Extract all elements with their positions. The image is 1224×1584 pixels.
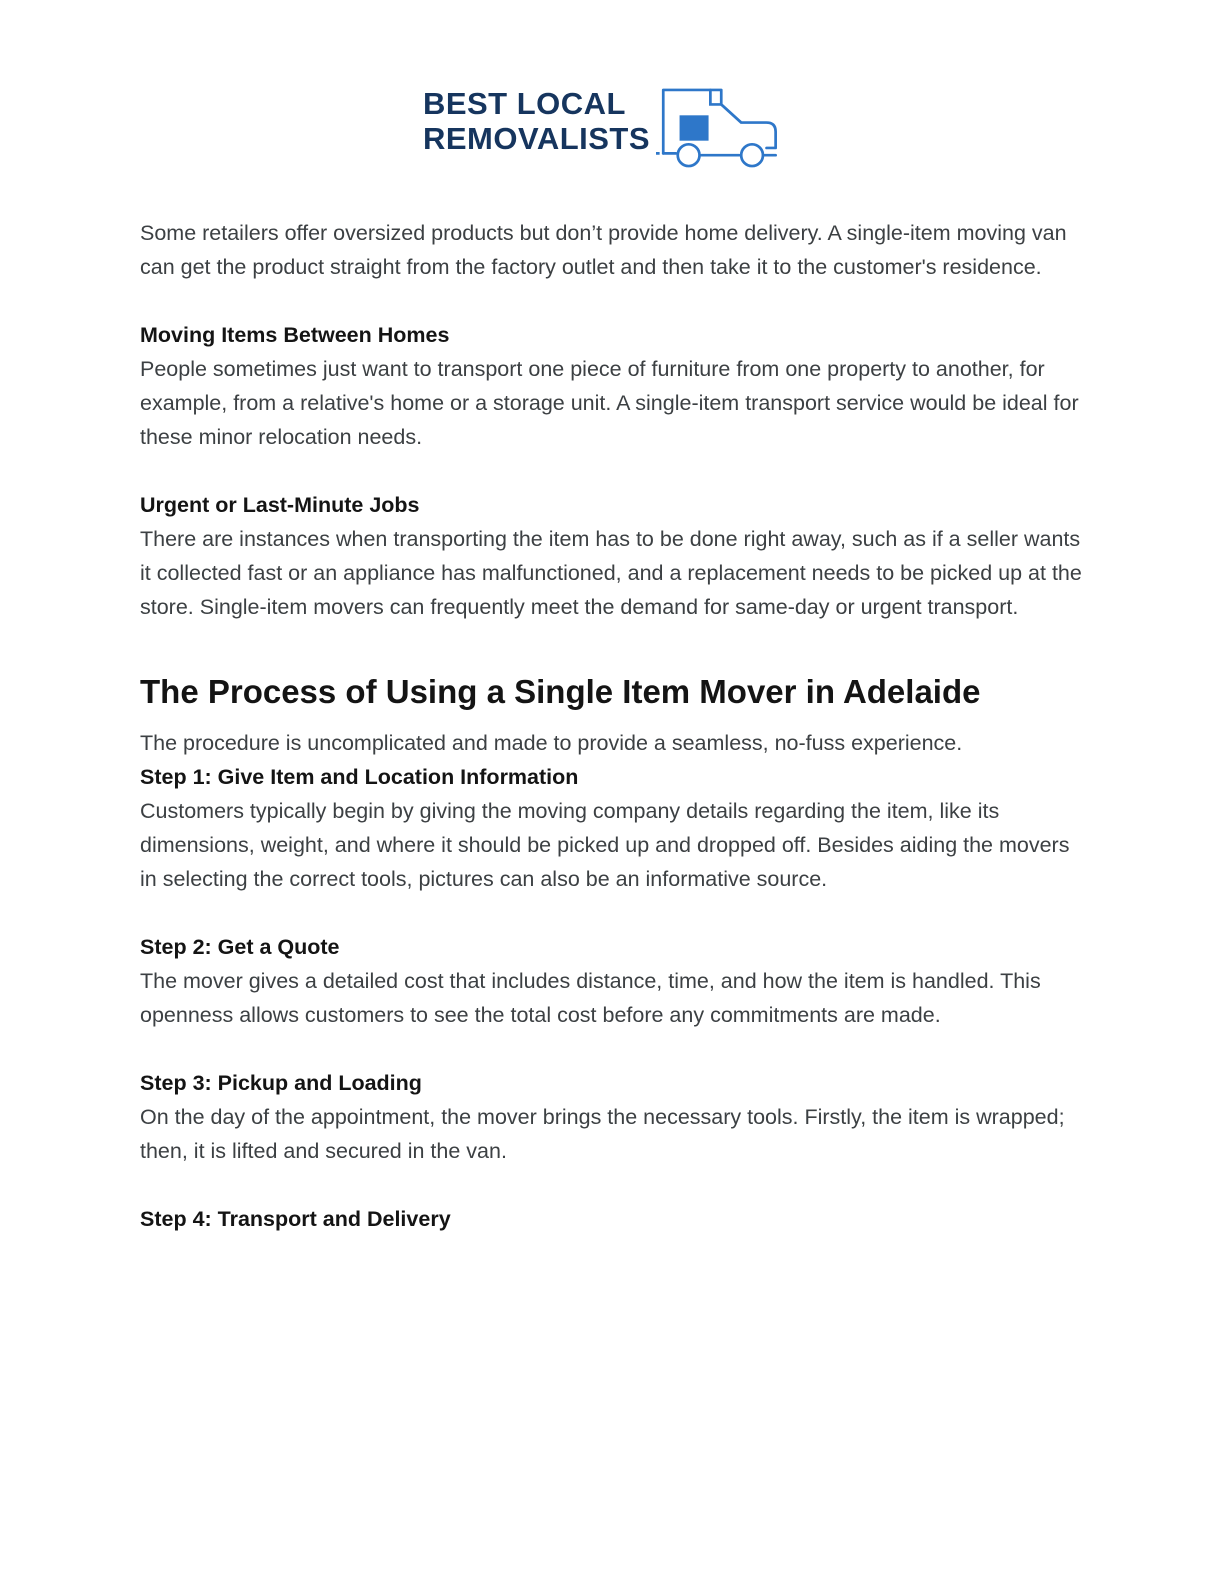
truck-icon — [656, 82, 801, 174]
step-4 — [140, 1202, 1084, 1236]
page-title: The Process of Using a Single Item Mover in Adelaide — [140, 673, 981, 710]
logo-text-line1: BEST LOCAL — [422, 86, 626, 121]
section-body: There are instances when transporting the item has to be done right away, such as if a seller wants it collected fast or an appliance has malfunctioned, and a replacement needs to be picked up at the store. Single-item movers can frequently meet the demand for same-day or urgent transport. — [140, 527, 1082, 619]
step-body: The mover gives a detailed cost that includes distance, time, and how the item is handled. This openness allows customers to see the total cost before any commitments are made. — [140, 969, 1041, 1027]
step-body: Customers typically begin by giving the moving company details regarding the item, like its dimensions, weight, and where it should be picked up and dropped off. Besides aiding the movers in selecting the correct tools, pictures can also be an informative source. — [140, 799, 1070, 891]
step-heading: Step 3: Pickup and Loading — [140, 1071, 422, 1095]
step-heading: Step 4: Transport and Delivery — [140, 1207, 451, 1231]
section-heading: Urgent or Last-Minute Jobs — [140, 493, 420, 517]
intro-paragraph: Some retailers offer oversized products but don’t provide home delivery. A single-item moving van can get the product straight from the factory outlet and then take it to the customer's residence. — [140, 221, 1067, 279]
main-intro-paragraph: The procedure is uncomplicated and made to provide a seamless, no-fuss experience. — [140, 731, 963, 755]
step-3 — [140, 1066, 1084, 1168]
step-1 — [140, 760, 1084, 896]
section-moving-items-between-homes — [140, 318, 1084, 454]
step-heading: Step 2: Get a Quote — [140, 935, 340, 959]
step-body: On the day of the appointment, the mover brings the necessary tools. Firstly, the item is wrapped; then, it is lifted and secured in the van. — [140, 1105, 1065, 1163]
section-body: People sometimes just want to transport one piece of furniture from one property to another, for example, from a relative's home or a storage unit. A single-item transport service would be ideal for these minor relocation needs. — [140, 357, 1079, 449]
logo-text — [423, 86, 650, 156]
section-urgent-or-last-minute-jobs — [140, 488, 1084, 624]
step-heading: Step 1: Give Item and Location Information — [140, 765, 579, 789]
step-2 — [140, 930, 1084, 1032]
document-body — [0, 216, 1224, 1236]
logo-text-line2: REMOVALISTS — [422, 121, 651, 156]
section-heading: Moving Items Between Homes — [140, 323, 450, 347]
logo — [0, 0, 1224, 174]
